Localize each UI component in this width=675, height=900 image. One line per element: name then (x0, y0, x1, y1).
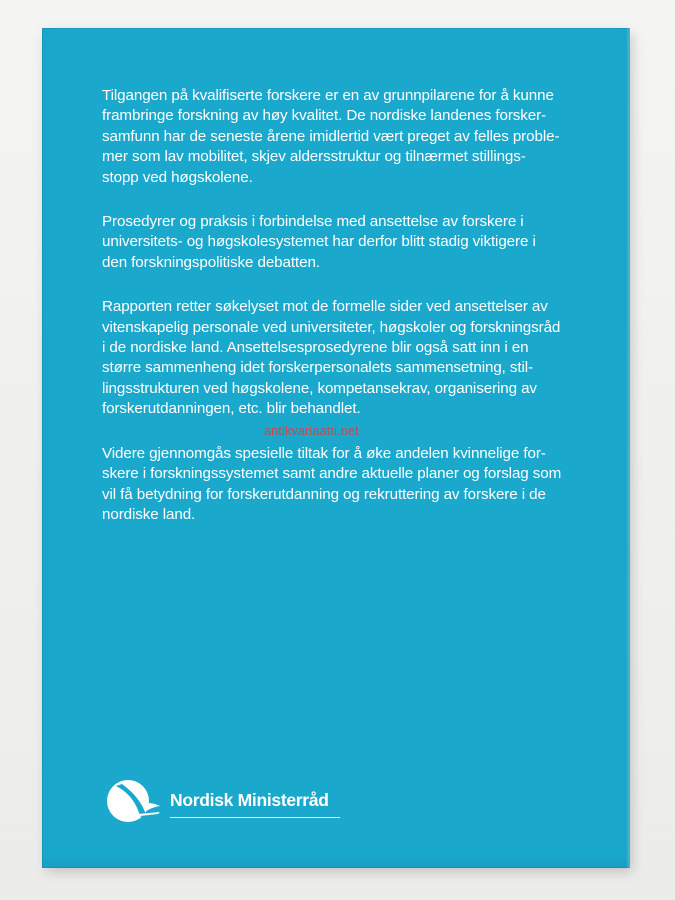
blurb-text (102, 86, 582, 549)
blurb-paragraph-4 (102, 444, 582, 526)
blurb-line: vil få betydning for forskerutdanning og rekruttering av forskere i de (102, 485, 546, 503)
watermark: antikvariaatti.net (264, 424, 359, 438)
blurb-line: nordiske land. (102, 505, 196, 523)
blurb-line: frambringe forskning av høy kvalitet. De nordiske landenes forsker- (102, 107, 547, 125)
blurb-paragraph-2 (102, 212, 582, 273)
swan-icon (102, 776, 164, 824)
blurb-line: Prosedyrer og praksis i forbindelse med ansettelse av forskere i (102, 213, 524, 231)
publisher-name: Nordisk Ministerråd (170, 790, 329, 810)
blurb-line: universitets- og høgskolesystemet har derfor blitt stadig viktigere i (102, 233, 536, 251)
blurb-line: Tilgangen på kvalifiserte forskere er en av grunnpilarene for å kunne (102, 87, 554, 104)
book-back-cover (42, 28, 630, 868)
blurb-line: i de nordiske land. Ansettelsesprosedyrene blir også satt inn i en (102, 339, 529, 357)
blurb-line: den forskningspolitiske debatten. (102, 253, 320, 271)
blurb-line: samfunn har de seneste årene imidlertid vært preget av felles proble- (102, 127, 560, 145)
blurb-line: mer som lav mobilitet, skjev aldersstruktur og tilnærmet stillings- (102, 148, 526, 166)
blurb-line: forskerutdanningen, etc. blir behandlet. (102, 400, 361, 418)
logo-underline (170, 817, 340, 818)
blurb-line: Videre gjennomgås spesielle tiltak for å øke andelen kvinnelige for- (102, 444, 546, 462)
blurb-line: Rapporten retter søkelyset mot de formelle sider ved ansettelser av (102, 298, 548, 316)
blurb-line: større sammenheng idet forskerpersonalets sammensetning, stil- (102, 359, 534, 377)
blurb-line: lingsstrukturen ved høgskolene, kompetansekrav, organisering av (102, 379, 537, 397)
blurb-line: stopp ved høgskolene. (102, 168, 253, 186)
publisher-logo (102, 776, 362, 824)
blurb-paragraph-3 (102, 297, 582, 419)
blurb-line: vitenskapelig personale ved universiteter, høgskoler og forskningsråd (102, 318, 561, 336)
blurb-line: skere i forskningssystemet samt andre aktuelle planer og forslag som (102, 465, 562, 483)
blurb-paragraph-1 (102, 86, 582, 188)
